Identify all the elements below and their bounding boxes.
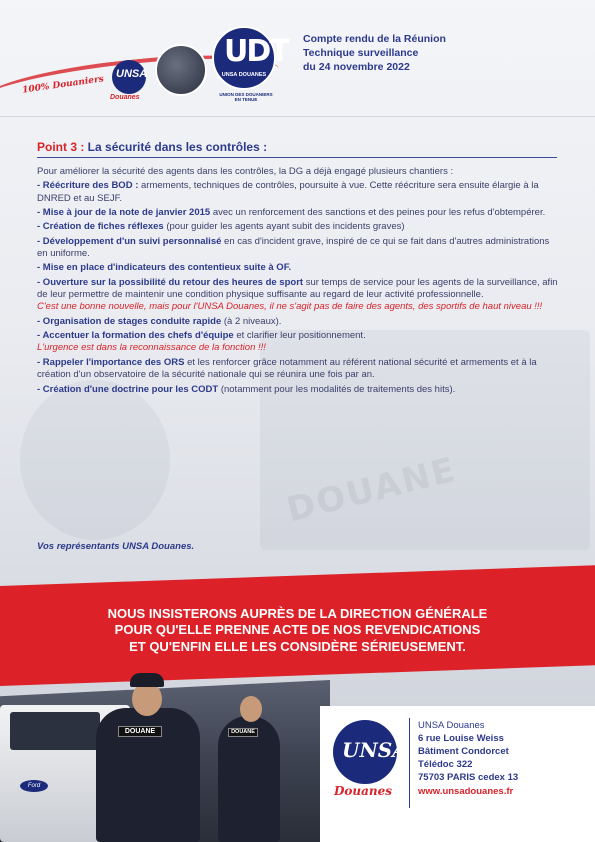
- measure-item-heading: - Développement d'un suivi personnalisé: [37, 235, 222, 247]
- measure-item: [37, 221, 562, 233]
- header-divider: [0, 116, 595, 117]
- section-title-rule: [37, 157, 557, 158]
- unsa-logo-big-sub: Douanes: [334, 784, 393, 798]
- report-title-line-1: Compte rendu de la Réunion: [303, 33, 446, 45]
- van-window: [10, 712, 100, 750]
- officer-head-1: [132, 682, 162, 716]
- officer-photo-badge: [155, 44, 207, 96]
- measure-item-heading: - Réécriture des BOD :: [37, 180, 139, 192]
- van-ford-logo: Ford: [20, 780, 48, 792]
- signature: Vos représentants UNSA Douanes.: [37, 541, 195, 552]
- unsa-douanes-logo: [330, 720, 408, 800]
- measure-item-detail: en cas d'incident grave, inspiré de ce qui se fait dans d'autres administrations en uniforme.: [37, 235, 550, 260]
- officer-cap-1: [130, 673, 164, 687]
- measure-item-heading: - Organisation de stages conduite rapide: [37, 315, 222, 327]
- measure-item-heading: - Création d'une doctrine pour les CODT: [37, 383, 219, 395]
- unsa-logo-text: UNSA: [116, 68, 148, 80]
- measures-list: [37, 180, 562, 396]
- measure-item-detail: armements, techniques de contrôles, poursuite à vue. Cette réécriture sera ensuite élargie à la DNRED et au SEJF.: [37, 180, 539, 204]
- measure-item: [37, 207, 562, 219]
- tagline: 100% Douaniers: [21, 74, 105, 96]
- intro-paragraph: Pour améliorer la sécurité des agents dans les contrôles, la DG a déjà engagé plusieurs chantiers :: [37, 166, 454, 177]
- measure-item: [37, 180, 562, 205]
- measure-item: [37, 262, 562, 274]
- section-title: [37, 140, 562, 154]
- measure-item: [37, 357, 562, 382]
- udt-caption-line-2: EN TENUE: [234, 97, 258, 103]
- contact-address-2: Bâtiment Condorcet: [418, 746, 509, 758]
- measure-item: [37, 236, 562, 261]
- udt-logo: [212, 26, 288, 90]
- measure-item: [37, 316, 562, 328]
- report-content: [37, 140, 562, 396]
- unsa-logo-sub: Douanes: [110, 94, 140, 101]
- measure-item-detail: avec un renforcement des sanctions et des peines pour les refus d'obtempérer.: [210, 207, 546, 219]
- contact-address-4: 75703 PARIS cedex 13: [418, 772, 519, 784]
- report-title-line-3: du 24 novembre 2022: [303, 61, 410, 74]
- union-comment: C'est une bonne nouvelle, mais pour l'UNSA Douanes, il ne s'agit pas de faire des agents, des sportifs de haut niveau !!!: [37, 301, 543, 313]
- union-comment: L'urgence est dans la reconnaissance de la fonction !!!: [37, 342, 266, 354]
- contact-address: [418, 719, 518, 798]
- measure-item-detail: sur temps de service pour les agents de la surveillance, afin de leur permettre de maintenir une condition physique suffisante au regard de leur activité professionnelle.: [37, 276, 558, 301]
- udt-caption-line-1: UNION DES DOUANIERS: [219, 92, 273, 97]
- measure-item-detail: (notamment pour les modalités de traitements des hits).: [218, 383, 456, 395]
- douane-patch-1: DOUANE: [118, 726, 162, 737]
- section-title-prefix: Point 3 :: [37, 140, 85, 154]
- douane-patch-2: DOUANE: [228, 728, 258, 737]
- unsa-logo-small: [110, 60, 148, 101]
- background-van-lettering: DOUANE: [282, 449, 461, 531]
- measure-item-heading: - Mise en place d'indicateurs des contentieux suite à OF.: [37, 262, 292, 274]
- contact-address-3: Télédoc 322: [418, 759, 473, 771]
- banner-text: [30, 606, 565, 655]
- measure-item-heading: - Création de fiches réflexes: [37, 221, 164, 233]
- udt-logo-caption: [212, 92, 280, 103]
- measure-item-heading: - Mise à jour de la note de janvier 2015: [37, 207, 211, 219]
- contact-address-1: 6 rue Louise Weiss: [418, 733, 504, 745]
- measure-item-detail: (à 2 niveaux).: [221, 315, 282, 327]
- measure-item-detail: et clarifier leur positionnement.: [233, 330, 366, 342]
- background-wheel: [20, 380, 170, 540]
- banner-line-3: ET QU'ENFIN ELLE LES CONSIDÈRE SÉRIEUSEMENT.: [129, 638, 466, 654]
- contact-divider: [409, 718, 410, 808]
- banner-line-1: NOUS INSISTERONS AUPRÈS DE LA DIRECTION GÉNÉRALE: [107, 606, 488, 621]
- measure-item-heading: - Rappeler l'importance des ORS: [37, 356, 185, 368]
- udt-logo-letters: UDT: [224, 34, 288, 69]
- header: [0, 0, 595, 118]
- officer-head-2: [240, 696, 262, 722]
- contact-website-link[interactable]: www.unsadouanes.fr: [418, 785, 514, 797]
- report-title-line-2: Technique surveillance: [303, 47, 419, 60]
- measure-item: [37, 277, 562, 302]
- report-title: [303, 32, 446, 75]
- measure-item-detail: (pour guider les agents ayant subit des incidents graves): [163, 221, 405, 233]
- unsa-logo-big-text: UNSA: [342, 738, 408, 762]
- measure-item-detail: et les renforcer grâce notamment au référent national sécurité et armements et à la création d'un observatoire de la sécurité nationale qui se réunira une fois par an.: [37, 356, 537, 381]
- contact-name: UNSA Douanes: [418, 720, 485, 731]
- udt-logo-band: UNSA DOUANES: [221, 72, 267, 78]
- measure-item: [37, 384, 562, 396]
- banner-line-2: POUR QU'ELLE PRENNE ACTE DE NOS REVENDICATIONS: [114, 622, 481, 638]
- measure-item-heading: - Accentuer la formation des chefs d'équipe: [37, 330, 234, 342]
- measure-item-heading: - Ouverture sur la possibilité du retour des heures de sport: [37, 276, 304, 288]
- section-title-text: La sécurité dans les contrôles :: [84, 140, 268, 154]
- measure-item: [37, 330, 562, 342]
